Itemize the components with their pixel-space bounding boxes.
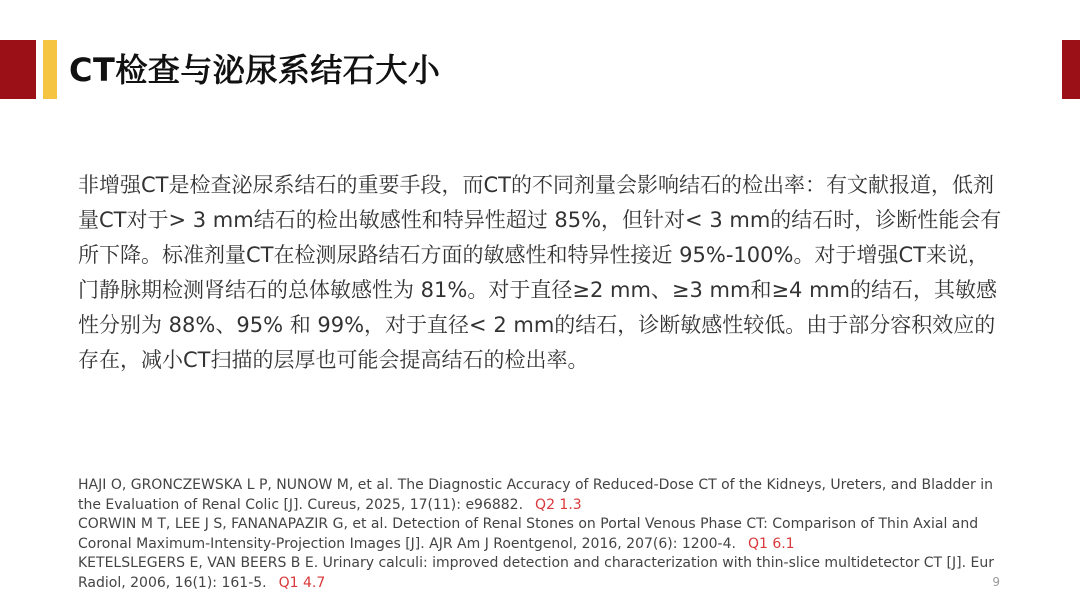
slide-title: CT检查与泌尿系结石大小 <box>69 51 441 89</box>
reference-item <box>78 515 1008 554</box>
reference-metric: Q1 4.7 <box>278 574 326 591</box>
references-block <box>78 476 1008 593</box>
body-paragraph: 非增强CT是检查泌尿系结石的重要手段，而CT的不同剂量会影响结石的检出率：有文献报道，低剂量CT对于> 3 mm结石的检出敏感性和特异性超过 85%，但针对< 3 mm的结石时，诊断性能会有所下降。标准剂量CT在检测尿路结石方面的敏感性和特异性接近 95%-100%。对于增强CT来说，门静脉期检测肾结石的总体敏感性为 81%。对于直径≥2 mm、≥3 mm和≥4 mm的结石，其敏感性分别为 88%、95% 和 99%，对于直径< 2 mm的结石，诊断敏感性较低。由于部分容积效应的存在，减小CT扫描的层厚也可能会提高结石的检出率。 <box>78 173 1002 372</box>
left-decorative-bar <box>0 40 36 99</box>
reference-item <box>78 476 1008 515</box>
reference-item <box>78 554 1008 593</box>
right-decorative-bar <box>1062 40 1080 99</box>
left-accent-bar <box>43 40 57 99</box>
reference-text: HAJI O, GRONCZEWSKA L P, NUNOW M, et al. The Diagnostic Accuracy of Reduced-Dose CT of the Kidneys, Ureters, and Bladder in the Evaluation of Renal Colic [J]. Cureus, 2025, 17(11): e96882. <box>78 477 993 513</box>
reference-metric: Q2 1.3 <box>535 496 582 513</box>
reference-text: KETELSLEGERS E, VAN BEERS B E. Urinary calculi: improved detection and characterization with thin-slice multidetector CT [J]. Eur Radiol, 2006, 16(1): 161-5. <box>78 555 994 591</box>
page-number: 9 <box>992 575 1000 589</box>
reference-metric: Q1 6.1 <box>747 535 795 552</box>
reference-text: CORWIN M T, LEE J S, FANANAPAZIR G, et al. Detection of Renal Stones on Portal Venous Phase CT: Comparison of Thin Axial and Coronal Maximum-Intensity-Projection Images [J]. AJR Am J Roentgenol, 2016, 207(6): 1200-4. <box>78 516 979 552</box>
